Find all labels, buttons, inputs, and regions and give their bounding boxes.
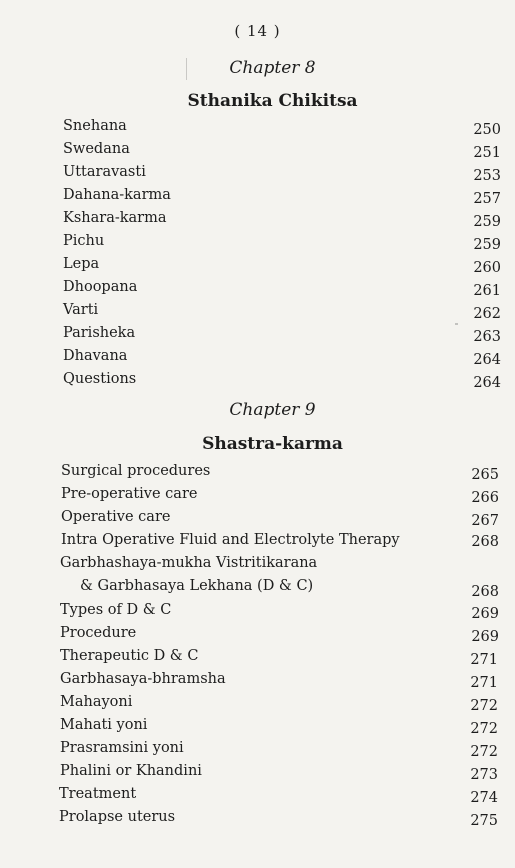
toc-entry-title: Prasramsini yoni <box>60 740 184 756</box>
toc-entry-page: 251 <box>473 145 501 161</box>
toc-entry[interactable] <box>0 740 515 763</box>
toc-entry[interactable] <box>0 694 515 717</box>
page-number: ( 14 ) <box>234 22 281 40</box>
toc-entry[interactable] <box>0 118 515 141</box>
toc-entry-page: 268 <box>471 584 499 600</box>
toc-entry-title: Phalini or Khandini <box>60 763 202 779</box>
toc-entry-title: Therapeutic D & C <box>60 648 199 664</box>
toc-entry-title: Dhoopana <box>63 279 138 295</box>
toc-entry-title: Kshara-karma <box>63 210 167 226</box>
toc-entry[interactable] <box>0 371 515 394</box>
chapter-label: Chapter 8 <box>229 58 316 78</box>
toc-entry[interactable] <box>0 671 515 694</box>
toc-entry-page: 269 <box>471 606 499 622</box>
toc-entry-title: Treatment <box>59 786 137 802</box>
chapter-title: Shastra-karma <box>202 434 343 454</box>
toc-entry-page: 269 <box>471 629 499 645</box>
toc-entry[interactable] <box>0 625 515 648</box>
toc-entry-title: Surgical procedures <box>61 463 211 479</box>
chapter-label: Chapter 9 <box>229 400 316 420</box>
toc-entry[interactable] <box>0 602 515 625</box>
toc-entry-title: Procedure <box>60 625 137 641</box>
toc-entry[interactable] <box>0 348 515 371</box>
toc-entry-page: 260 <box>473 260 501 276</box>
toc-entry-page: 267 <box>471 513 499 529</box>
toc-entry[interactable] <box>0 256 515 279</box>
toc-entry-title: Mahayoni <box>60 694 133 710</box>
toc-entry-page: 272 <box>470 744 498 760</box>
toc-entry-title: Prolapse uterus <box>59 809 176 825</box>
toc-entry-page: 253 <box>473 168 501 184</box>
toc-entry[interactable] <box>0 763 515 786</box>
toc-entry[interactable] <box>0 786 515 809</box>
toc-entry-title: Dhavana <box>63 348 128 364</box>
toc-entry-title: Pichu <box>63 233 105 249</box>
toc-entry-page: 272 <box>470 721 498 737</box>
toc-entry-page: 268 <box>471 534 499 550</box>
toc-entry[interactable] <box>0 532 515 555</box>
toc-entry-page: 257 <box>473 191 501 207</box>
toc-entry-page: 274 <box>470 790 498 806</box>
toc-entry-page: 275 <box>470 813 498 829</box>
toc-entry[interactable] <box>0 279 515 302</box>
toc-entry-page: 271 <box>470 675 498 691</box>
toc-entry-title: Intra Operative Fluid and Electrolyte Therapy <box>61 532 400 548</box>
toc-entry-title: Operative care <box>61 509 171 525</box>
toc-entry-title: Garbhasaya-bhramsha <box>60 671 226 687</box>
toc-entry-page: 250 <box>473 122 501 138</box>
toc-entry[interactable] <box>0 302 515 325</box>
toc-entry[interactable] <box>0 164 515 187</box>
toc-entry-title: Snehana <box>63 118 127 134</box>
toc-entry-page: 266 <box>471 490 499 506</box>
toc-entry-page: 259 <box>473 237 501 253</box>
toc-entry-page: 262 <box>473 306 501 322</box>
toc-entry-page: 261 <box>473 283 501 299</box>
toc-entry-title: Swedana <box>63 141 130 157</box>
toc-entry-page: 272 <box>470 698 498 714</box>
toc-entry-title: Varti <box>63 302 99 318</box>
toc-entry[interactable] <box>0 486 515 509</box>
toc-entry[interactable] <box>0 648 515 671</box>
toc-entry[interactable] <box>0 463 515 486</box>
toc-entry[interactable] <box>0 578 515 602</box>
toc-entry-title: Parisheka <box>63 325 136 341</box>
toc-entry[interactable] <box>0 555 515 578</box>
toc-entry[interactable] <box>0 210 515 233</box>
toc-entry-page: 264 <box>473 375 501 391</box>
toc-entry-title: Mahati yoni <box>60 717 148 733</box>
toc-entry[interactable] <box>0 325 515 348</box>
toc-entry-page: 264 <box>473 352 501 368</box>
toc-entry-page: 263 <box>473 329 501 345</box>
toc-entry-page: 265 <box>471 467 499 483</box>
toc-entry-title: Questions <box>63 371 137 387</box>
toc-entry[interactable] <box>0 233 515 256</box>
toc-list-chapter-8 <box>0 118 515 394</box>
toc-entry[interactable] <box>0 141 515 164</box>
toc-entry-title: & Garbhasaya Lekhana (D & C) <box>80 578 314 594</box>
toc-entry-page: 273 <box>470 767 498 783</box>
toc-entry-title: Garbhashaya-mukha Vistritikarana <box>60 555 318 571</box>
toc-entry[interactable] <box>0 717 515 740</box>
toc-entry-title: Pre-operative care <box>61 486 198 502</box>
toc-entry-page: 259 <box>473 214 501 230</box>
toc-entry[interactable] <box>0 809 515 832</box>
toc-entry-title: Uttaravasti <box>63 164 146 180</box>
toc-list-chapter-9 <box>0 463 515 832</box>
chapter-title: Sthanika Chikitsa <box>187 91 358 111</box>
toc-entry-page: 271 <box>470 652 498 668</box>
toc-entry[interactable] <box>0 187 515 210</box>
toc-entry-title: Types of D & C <box>60 602 172 618</box>
toc-entry-title: Dahana-karma <box>63 187 171 203</box>
toc-entry[interactable] <box>0 509 515 532</box>
toc-entry-title: Lepa <box>63 256 100 272</box>
